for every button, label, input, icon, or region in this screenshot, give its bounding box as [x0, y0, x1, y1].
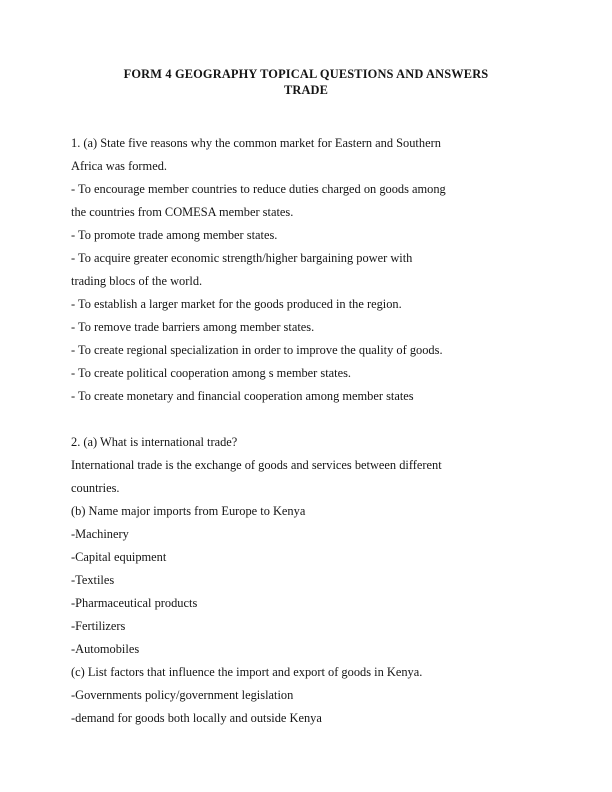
- text-line: -demand for goods both locally and outside Kenya: [71, 711, 322, 725]
- text-line: -Fertilizers: [71, 619, 126, 633]
- text-line: International trade is the exchange of goods and services between different: [71, 458, 442, 472]
- text-line: -Machinery: [71, 527, 129, 541]
- section-question-2: [71, 431, 556, 730]
- text-line: -Automobiles: [71, 642, 140, 656]
- text-line: - To create political cooperation among s member states.: [71, 366, 352, 380]
- text-line: - To create regional specialization in order to improve the quality of goods.: [71, 343, 443, 357]
- text-line: trading blocs of the world.: [71, 274, 203, 288]
- text-line: -Textiles: [71, 573, 115, 587]
- document-body: [0, 132, 612, 730]
- section-question-1: [71, 132, 556, 408]
- text-line: - To create monetary and financial cooperation among member states: [71, 389, 414, 403]
- text-line: Africa was formed.: [71, 159, 167, 173]
- text-line: -Capital equipment: [71, 550, 167, 564]
- document-title: [0, 0, 612, 98]
- text-line: 1. (a) State five reasons why the common market for Eastern and Southern: [71, 136, 441, 150]
- text-line: (c) List factors that influence the import and export of goods in Kenya.: [71, 665, 423, 679]
- text-line: (b) Name major imports from Europe to Kenya: [71, 504, 306, 518]
- text-line: - To remove trade barriers among member states.: [71, 320, 315, 334]
- document-title-line-2: TRADE: [283, 83, 329, 97]
- text-line: -Governments policy/government legislation: [71, 688, 294, 702]
- text-line: - To promote trade among member states.: [71, 228, 278, 242]
- text-line: 2. (a) What is international trade?: [71, 435, 238, 449]
- text-line: - To acquire greater economic strength/higher bargaining power with: [71, 251, 413, 265]
- text-line: the countries from COMESA member states.: [71, 205, 294, 219]
- text-line: - To encourage member countries to reduce duties charged on goods among: [71, 182, 446, 196]
- text-line: - To establish a larger market for the goods produced in the region.: [71, 297, 402, 311]
- document-title-line-1: FORM 4 GEOGRAPHY TOPICAL QUESTIONS AND ANSWERS: [123, 67, 489, 81]
- text-line: countries.: [71, 481, 120, 495]
- text-line: -Pharmaceutical products: [71, 596, 198, 610]
